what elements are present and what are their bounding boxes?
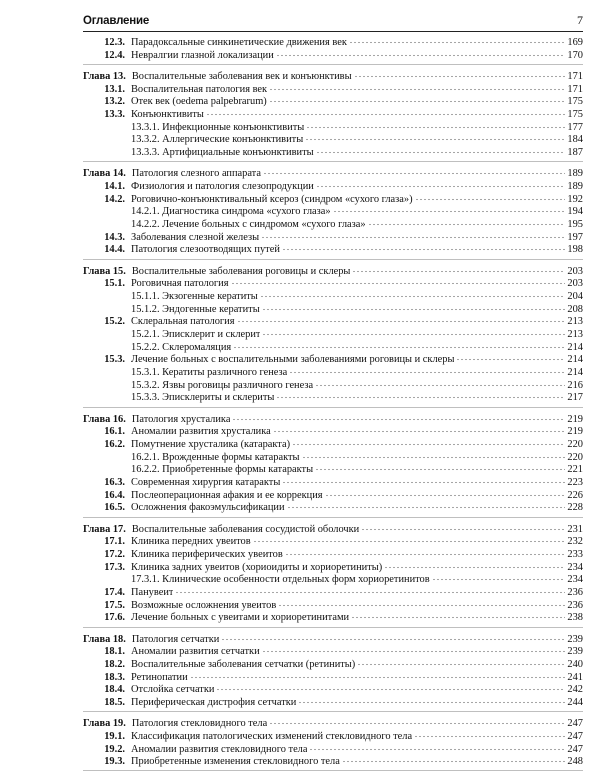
toc-chapter-heading[interactable] <box>83 71 583 84</box>
toc-entry-page: 195 <box>567 218 583 230</box>
header-title: Оглавление <box>83 15 150 27</box>
toc-subsection-entry[interactable] <box>83 452 583 465</box>
toc-entry-page: 213 <box>567 328 583 340</box>
toc-section-entry[interactable] <box>83 646 583 659</box>
toc-entry-title: Аномалии развития хрусталика <box>131 426 271 438</box>
toc-chapter-heading[interactable] <box>83 718 583 731</box>
toc-entry-page: 208 <box>567 303 583 315</box>
toc-entry-page: 234 <box>567 561 583 573</box>
dot-leader <box>269 84 565 92</box>
toc-entry-number: 17.3. <box>104 561 125 573</box>
toc-section-entry[interactable] <box>83 354 583 367</box>
toc-entry-title: Воспалительная патология век <box>131 83 268 95</box>
toc-section-entry[interactable] <box>83 612 583 625</box>
toc-entry-number: 12.3. <box>104 37 125 48</box>
dot-leader <box>262 304 565 312</box>
toc-entry-page: 247 <box>567 743 583 755</box>
toc-entry-page: 239 <box>567 633 583 645</box>
dot-leader <box>289 367 565 375</box>
toc-entry-title: Патология стекловидного тела <box>131 718 268 730</box>
toc-entry-number: 14.1. <box>104 180 125 192</box>
toc-entry-page: 171 <box>567 83 583 95</box>
toc-entry-title: Заболевания слезной железы <box>131 231 260 243</box>
toc-entry-page: 214 <box>567 341 583 353</box>
toc-chapter-block <box>83 634 583 713</box>
toc-entry-number: 15.1. <box>104 278 125 290</box>
toc-section-entry[interactable] <box>83 109 583 122</box>
toc-entry-page: 204 <box>567 290 583 302</box>
toc-entry-number: Глава 19. <box>83 718 126 730</box>
toc-entry-title: Клиника передних увеитов <box>131 536 251 548</box>
toc-entry-number: 17.6. <box>104 612 125 624</box>
toc-section-entry[interactable] <box>83 659 583 672</box>
toc-entry-number: Глава 18. <box>83 633 126 645</box>
dot-leader <box>282 244 565 252</box>
toc-section-entry[interactable] <box>83 426 583 439</box>
toc-entry-number: 13.1. <box>104 83 125 95</box>
toc-entry-number: 13.2. <box>104 96 125 108</box>
dot-leader <box>352 266 565 274</box>
toc-entry-title: 17.3.1. Клинические особенности отдельных форм хориоретинитов <box>131 574 430 586</box>
toc-entry-title: 15.3.3. Эписклериты и склериты <box>131 392 275 404</box>
toc-subsection-entry[interactable] <box>83 147 583 160</box>
dot-leader <box>368 219 565 227</box>
toc-section-entry[interactable] <box>83 731 583 744</box>
toc-entry-page: 187 <box>567 147 583 158</box>
toc-entry-page: 247 <box>567 718 583 730</box>
toc-entry-title: Панувеит <box>131 587 174 598</box>
toc-subsection-entry[interactable] <box>83 380 583 393</box>
toc-entry-page: 194 <box>567 206 583 218</box>
dot-leader <box>232 414 565 422</box>
toc-section-entry[interactable] <box>83 587 583 600</box>
toc-section-entry[interactable] <box>83 316 583 329</box>
toc-chapter-block <box>83 266 583 408</box>
dot-leader <box>415 194 565 202</box>
toc-entry-page: 247 <box>567 730 583 742</box>
toc-entry-page: 184 <box>567 134 583 146</box>
toc-entry-page: 169 <box>567 37 583 48</box>
toc-subsection-entry[interactable] <box>83 219 583 232</box>
dot-leader <box>190 672 565 680</box>
toc-entry-title: Возможные осложнения увеитов <box>131 599 277 611</box>
dot-leader <box>231 278 565 286</box>
toc-entry-number: 18.4. <box>104 684 125 696</box>
toc-entry-page: 233 <box>567 548 583 560</box>
toc-subsection-entry[interactable] <box>83 122 583 135</box>
toc-entry-title: Воспалительные заболевания сосудистой оболочки <box>131 523 360 535</box>
toc-entry-number: 16.4. <box>104 489 125 501</box>
toc-entry-page: 189 <box>567 168 583 180</box>
toc-chapter-heading[interactable] <box>83 524 583 537</box>
toc-entry-page: 248 <box>567 756 583 768</box>
toc-entry-number: 17.2. <box>104 548 125 560</box>
toc-chapter-heading[interactable] <box>83 414 583 427</box>
toc-entry-page: 241 <box>567 671 583 683</box>
toc-entry-number: 16.5. <box>104 502 125 514</box>
dot-leader <box>309 744 565 752</box>
toc-section-entry[interactable] <box>83 181 583 194</box>
toc-entry-title: 16.2.1. Врожденные формы катаракты <box>131 451 300 463</box>
toc-entry-number: 14.4. <box>104 244 125 256</box>
toc-entry-title: 13.3.2. Аллергические конъюнктивиты <box>131 134 304 146</box>
toc-section-entry[interactable] <box>83 439 583 452</box>
dot-leader <box>316 181 565 189</box>
toc-entry-number: 16.3. <box>104 477 125 488</box>
toc-entry-title: Патология сетчатки <box>131 633 220 645</box>
toc-entry-title: Классификация патологических изменений стекловидного тела <box>131 730 413 742</box>
dot-leader <box>260 291 565 299</box>
dot-leader <box>285 549 565 557</box>
toc-chapter-block <box>83 37 583 65</box>
header-page-number: 7 <box>577 13 583 27</box>
toc-entry-page: 203 <box>567 265 583 277</box>
toc-entry-number: 18.5. <box>104 697 125 708</box>
toc-entry-title: 15.3.2. Язвы роговицы различного генеза <box>131 379 314 391</box>
toc-entry-page: 238 <box>567 612 583 624</box>
toc-subsection-entry[interactable] <box>83 329 583 342</box>
toc-entry-number: 16.1. <box>104 426 125 438</box>
toc-entry-number: 18.1. <box>104 646 125 658</box>
toc-entry-page: 244 <box>567 697 583 708</box>
toc-entry-title: Конъюнктивиты <box>131 108 204 120</box>
toc-entry-number: 19.3. <box>104 756 125 768</box>
toc-entry-number: 15.3. <box>104 354 125 366</box>
toc-entry-number: Глава 13. <box>83 70 126 82</box>
dot-leader <box>273 426 565 434</box>
dot-leader <box>261 232 565 240</box>
toc-entry-page: 197 <box>567 231 583 243</box>
toc-section-entry[interactable] <box>83 96 583 109</box>
toc-subsection-entry[interactable] <box>83 464 583 477</box>
toc-section-entry[interactable] <box>83 502 583 515</box>
dot-leader <box>342 756 565 764</box>
toc-entry-number: 17.5. <box>104 599 125 611</box>
toc-entry-number: 18.3. <box>104 671 125 683</box>
toc-entry-title: Роговично-конъюнктивальный ксероз (синдром «сухого глаза») <box>131 193 413 205</box>
dot-leader <box>315 380 565 388</box>
toc-entry-title: Осложнения факоэмульсификации <box>131 502 285 514</box>
toc-entry-title: Патология слезного аппарата <box>131 168 261 180</box>
toc-entry-number: 19.2. <box>104 743 125 755</box>
toc-entry-page: 219 <box>567 426 583 438</box>
toc-section-entry[interactable] <box>83 477 583 490</box>
toc-section-entry[interactable] <box>83 50 583 63</box>
toc-entry-number: Глава 14. <box>83 168 126 180</box>
toc-subsection-entry[interactable] <box>83 304 583 317</box>
toc-entry-title: Отек век (oedema palpebrarum) <box>131 96 267 108</box>
toc-entry-title: Послеоперационная афакия и ее коррекция <box>131 489 323 501</box>
dot-leader <box>292 439 565 447</box>
toc-subsection-entry[interactable] <box>83 206 583 219</box>
toc-entry-page: 214 <box>567 354 583 366</box>
toc-entry-page: 236 <box>567 599 583 611</box>
toc-entry-page: 192 <box>567 193 583 205</box>
toc-entry-title: 16.2.2. Приобретенные формы катаракты <box>131 464 314 476</box>
toc-entry-title: Воспалительные заболевания роговицы и склеры <box>131 265 351 277</box>
toc-entry-page: 217 <box>567 392 583 404</box>
toc-subsection-entry[interactable] <box>83 367 583 380</box>
toc-entry-title: Воспалительные заболевания сетчатки (ретиниты) <box>131 658 356 670</box>
toc-entry-title: Воспалительные заболевания век и конъюнктивы <box>131 70 352 82</box>
dot-leader <box>282 477 565 485</box>
toc-section-entry[interactable] <box>83 549 583 562</box>
toc-entry-page: 175 <box>567 108 583 120</box>
toc-entry-number: 18.2. <box>104 658 125 670</box>
toc-entry-title: Периферическая дистрофия сетчатки <box>131 697 297 708</box>
toc-entry-number: 16.2. <box>104 438 125 450</box>
toc-subsection-entry[interactable] <box>83 574 583 587</box>
toc-entry-page: 189 <box>567 180 583 192</box>
toc-entry-number: 17.4. <box>104 587 125 598</box>
toc-entry-title: 15.2.2. Склеромаляция <box>131 341 232 353</box>
toc-section-entry[interactable] <box>83 562 583 575</box>
toc-entry-number: 12.4. <box>104 49 125 61</box>
dot-leader <box>276 392 565 400</box>
dot-leader <box>269 718 565 726</box>
toc-section-entry[interactable] <box>83 232 583 245</box>
toc-entry-number: 14.2. <box>104 193 125 205</box>
toc-entry-page: 175 <box>567 96 583 108</box>
toc-entry-number: Глава 17. <box>83 523 126 535</box>
toc-entry-page: 226 <box>567 489 583 501</box>
toc-entry-number: 17.1. <box>104 536 125 548</box>
toc-section-entry[interactable] <box>83 278 583 291</box>
dot-leader <box>276 50 565 58</box>
table-of-contents <box>83 37 583 777</box>
dot-leader <box>354 71 565 79</box>
toc-entry-page: 223 <box>567 477 583 488</box>
toc-entry-title: Физиология и патология слезопродукции <box>131 180 314 192</box>
toc-entry-page: 219 <box>567 413 583 425</box>
dot-leader <box>414 731 565 739</box>
toc-entry-page: 240 <box>567 658 583 670</box>
toc-chapter-heading[interactable] <box>83 266 583 279</box>
toc-section-entry[interactable] <box>83 672 583 685</box>
dot-leader <box>349 37 565 45</box>
toc-entry-title: Современная хирургия катаракты <box>131 477 281 488</box>
dot-leader <box>351 612 565 620</box>
toc-entry-page: 236 <box>567 587 583 598</box>
toc-entry-page: 220 <box>567 451 583 463</box>
dot-leader <box>384 562 565 570</box>
dot-leader <box>333 206 565 214</box>
toc-entry-title: 14.2.2. Лечение больных с синдромом «сухого глаза» <box>131 218 366 230</box>
toc-entry-number: Глава 15. <box>83 265 126 277</box>
dot-leader <box>175 587 565 595</box>
toc-entry-page: 234 <box>567 574 583 586</box>
toc-section-entry[interactable] <box>83 194 583 207</box>
toc-entry-number: 13.3. <box>104 108 125 120</box>
toc-chapter-block <box>83 71 583 162</box>
toc-entry-title: 14.2.1. Диагностика синдрома «сухого глаза» <box>131 206 331 218</box>
running-header <box>83 13 583 32</box>
toc-entry-page: 198 <box>567 244 583 256</box>
dot-leader <box>432 574 565 582</box>
toc-entry-title: Склеральная патология <box>131 316 235 328</box>
toc-entry-page: 171 <box>567 70 583 82</box>
toc-entry-number: 14.3. <box>104 231 125 243</box>
toc-entry-title: Помутнение хрусталика (катаракта) <box>131 438 291 450</box>
toc-chapter-block <box>83 414 583 518</box>
toc-entry-title: Аномалии развития сетчатки <box>131 646 260 658</box>
toc-section-entry[interactable] <box>83 684 583 697</box>
toc-entry-title: Лечение больных с воспалительными заболеваниями роговицы и склеры <box>131 354 455 366</box>
dot-leader <box>357 659 565 667</box>
toc-entry-title: Клиника периферических увеитов <box>131 548 283 560</box>
toc-entry-title: Клиника задних увеитов (хориоидиты и хориоретиниты) <box>131 561 383 573</box>
dot-leader <box>302 452 566 460</box>
toc-entry-page: 203 <box>567 278 583 290</box>
dot-leader <box>262 329 565 337</box>
dot-leader <box>278 600 565 608</box>
toc-subsection-entry[interactable] <box>83 291 583 304</box>
toc-section-entry[interactable] <box>83 244 583 257</box>
toc-entry-page: 232 <box>567 536 583 548</box>
toc-entry-number: 15.2. <box>104 316 125 328</box>
toc-entry-title: Приобретенные изменения стекловидного тела <box>131 756 340 768</box>
toc-entry-page: 242 <box>567 684 583 696</box>
toc-entry-title: 15.1.1. Экзогенные кератиты <box>131 290 258 302</box>
toc-entry-page: 177 <box>567 121 583 133</box>
dot-leader <box>325 490 565 498</box>
toc-section-entry[interactable] <box>83 84 583 97</box>
toc-entry-number: Глава 16. <box>83 413 126 425</box>
toc-entry-title: 13.3.1. Инфекционные конъюнктивиты <box>131 121 305 133</box>
toc-entry-title: 15.3.1. Кератиты различного генеза <box>131 367 288 378</box>
dot-leader <box>233 342 565 350</box>
toc-entry-page: 231 <box>567 523 583 535</box>
toc-entry-title: Ретинопатии <box>131 671 188 683</box>
toc-entry-page: 220 <box>567 438 583 450</box>
dot-leader <box>306 122 565 130</box>
toc-subsection-entry[interactable] <box>83 392 583 405</box>
toc-chapter-heading[interactable] <box>83 634 583 647</box>
toc-entry-title: Аномалии развития стекловидного тела <box>131 743 308 755</box>
toc-chapter-block <box>83 718 583 771</box>
dot-leader <box>237 316 566 324</box>
toc-entry-title: 15.1.2. Эндогенные кератиты <box>131 303 260 315</box>
toc-entry-page: 170 <box>567 49 583 61</box>
dot-leader <box>315 464 565 472</box>
toc-section-entry[interactable] <box>83 37 583 50</box>
toc-subsection-entry[interactable] <box>83 342 583 355</box>
toc-entry-number: 19.1. <box>104 730 125 742</box>
toc-entry-title: 15.2.1. Эписклерит и склерит <box>131 328 261 340</box>
toc-section-entry[interactable] <box>83 697 583 710</box>
dot-leader <box>263 168 565 176</box>
toc-entry-title: Парадоксальные синкинетические движения век <box>131 37 347 48</box>
toc-entry-page: 239 <box>567 646 583 658</box>
dot-leader <box>298 697 565 705</box>
toc-entry-title: Роговичная патология <box>131 278 229 290</box>
toc-section-entry[interactable] <box>83 536 583 549</box>
toc-entry-page: 214 <box>567 367 583 378</box>
toc-entry-title: Невралгии глазной локализации <box>131 49 274 61</box>
dot-leader <box>221 634 565 642</box>
dot-leader <box>206 109 565 117</box>
dot-leader <box>253 536 565 544</box>
toc-entry-page: 213 <box>567 316 583 328</box>
toc-entry-page: 228 <box>567 502 583 514</box>
dot-leader <box>361 524 565 532</box>
toc-entry-page: 221 <box>567 464 583 476</box>
dot-leader <box>262 646 565 654</box>
toc-chapter-heading[interactable] <box>83 168 583 181</box>
dot-leader <box>269 96 565 104</box>
toc-entry-title: Отслойка сетчатки <box>131 684 215 696</box>
dot-leader <box>287 502 565 510</box>
dot-leader <box>456 354 565 362</box>
toc-section-entry[interactable] <box>83 756 583 769</box>
dot-leader <box>216 684 565 692</box>
toc-subsection-entry[interactable] <box>83 134 583 147</box>
toc-entry-page: 216 <box>567 379 583 391</box>
dot-leader <box>305 134 565 142</box>
toc-section-entry[interactable] <box>83 600 583 613</box>
toc-entry-title: Патология хрусталика <box>131 413 231 425</box>
toc-entry-title: Лечение больных с увеитами и хориоретинитами <box>131 612 350 624</box>
dot-leader <box>316 147 565 155</box>
toc-entry-title: Патология слезоотводящих путей <box>131 244 280 256</box>
toc-entry-title: 13.3.3. Артифициальные конъюнктивиты <box>131 147 314 158</box>
toc-section-entry[interactable] <box>83 490 583 503</box>
toc-chapter-block <box>83 524 583 628</box>
toc-chapter-block <box>83 168 583 259</box>
